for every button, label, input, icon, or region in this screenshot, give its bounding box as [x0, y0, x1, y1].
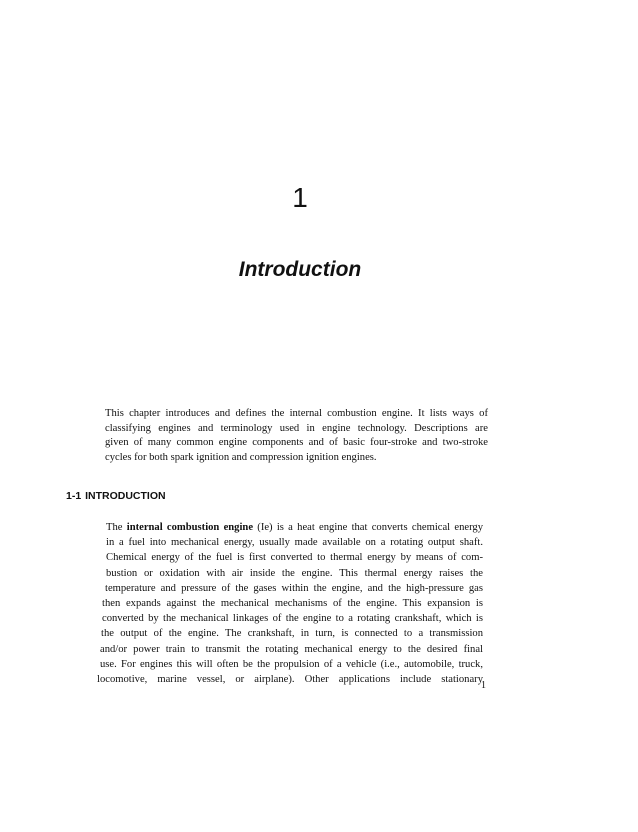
- body-line: the output of the engine. The crankshaft, in turn, is connected to a transmission: [101, 628, 483, 640]
- page-number: 1: [481, 680, 486, 691]
- abstract-line: given of many common engine components and of basic four-stroke and two-stroke: [105, 437, 488, 449]
- chapter-abstract: [105, 407, 488, 465]
- body-line: bustion or oxidation with air inside the engine. This thermal energy raises the: [106, 567, 483, 579]
- body-line: and/or power train to transmit the rotating mechanical energy to the desired final: [100, 643, 483, 655]
- body-suffix: (Ie) is a heat engine that converts chemical energy: [257, 522, 484, 533]
- abstract-line: cycles for both spark ignition and compression ignition engines.: [105, 451, 377, 463]
- abstract-line: classifying engines and terminology used in engine technology. Descriptions are: [105, 422, 488, 434]
- body-paragraph: [97, 520, 484, 687]
- chapter-number: 1: [292, 182, 308, 213]
- section-heading: 1-1 INTRODUCTION: [66, 490, 166, 502]
- body-line: then expands against the mechanical mechanisms of the engine. This expansion is: [102, 598, 483, 610]
- body-line: locomotive, marine vessel, or airplane). Other applications include stationary: [97, 674, 483, 686]
- abstract-line: This chapter introduces and defines the internal combustion engine. It lists ways of: [105, 408, 488, 419]
- body-line: in a fuel into mechanical energy, usually made available on a rotating output shaft.: [106, 537, 483, 549]
- chapter-title: Introduction: [238, 258, 362, 281]
- body-line-first: [100, 520, 483, 535]
- body-line: Chemical energy of the fuel is first converted to thermal energy by means of com-: [106, 552, 483, 564]
- body-line: use. For engines this will often be the propulsion of a vehicle (i.e., automobile, truck,: [100, 658, 483, 670]
- defined-term: internal combustion engine: [126, 522, 254, 533]
- body-prefix: The: [106, 522, 123, 533]
- body-line: converted by the mechanical linkages of the engine to a rotating crankshaft, which is: [102, 613, 483, 625]
- body-line: temperature and pressure of the gases within the engine, and the high-pressure gas: [105, 582, 483, 594]
